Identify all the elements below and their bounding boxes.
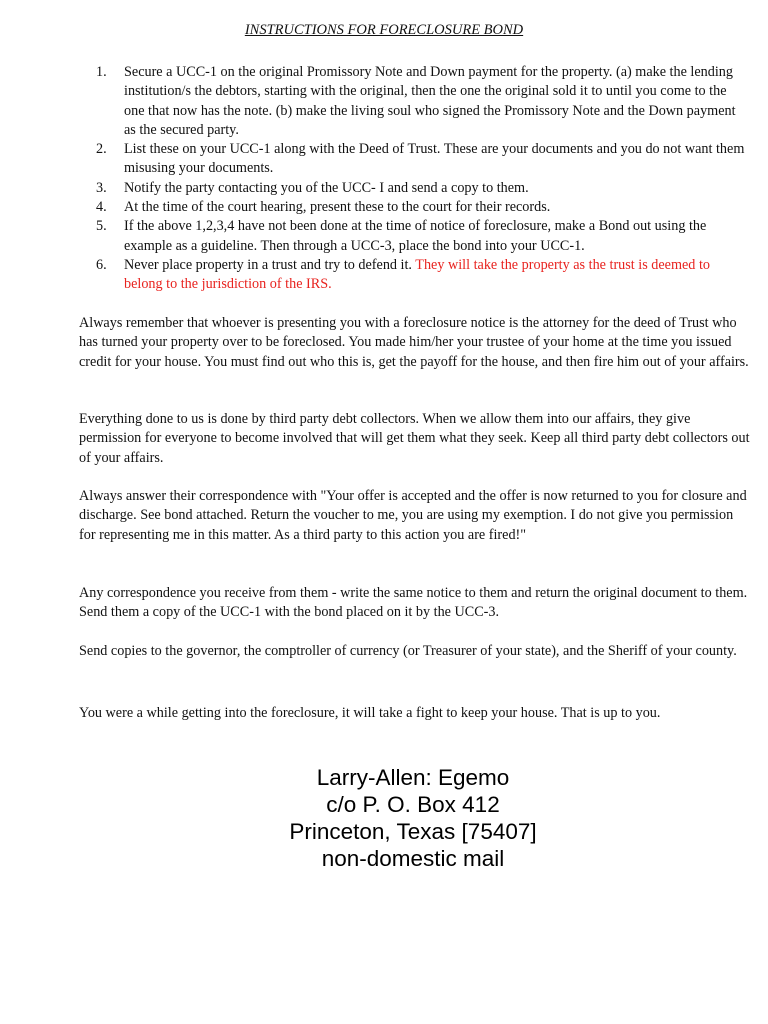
list-item-text: If the above 1,2,3,4 have not been done at the time of notice of foreclosure, make a Bond out using the example as a guideline. Then through a UCC-3, place the bond into your UCC-1. [124, 218, 707, 254]
list-item [96, 63, 746, 140]
paragraph-debt-collectors: Everything done to us is done by third party debt collectors. When we allow them into our affairs, they give permission for everyone to become involved that will get them what they seek. Keep all third party debt collectors out of your affairs. [79, 411, 750, 466]
list-item-number: 6. [96, 256, 107, 273]
warning-text: They will take the property as the trust is deemed to belong to the jurisdiction of the IRS. [124, 256, 710, 293]
mailing-address [0, 764, 768, 872]
list-item [96, 140, 746, 179]
list-item-number: 1. [96, 64, 107, 80]
list-item-text: List these on your UCC-1 along with the Deed of Trust. These are your documents and you do not want them misusing your documents. [124, 141, 745, 177]
paragraph-return-notice: Any correspondence you receive from them - write the same notice to them and return the original document to them. Send them a copy of the UCC-1 with the bond placed on it by the UCC-3. [79, 585, 748, 621]
list-item-text: Never place property in a trust and try to defend it. [124, 256, 416, 273]
list-item-text: Secure a UCC-1 on the original Promissory Note and Down payment for the property. (a) make the lending institution/s the debtors, starting with the original, then the one the original sold it to until you come to the one that now has the note. (b) make the living soul who signed the Promissory Note and the Down payment as the secured party. [124, 64, 736, 138]
list-item [96, 217, 746, 256]
paragraph-answer-correspondence: Always answer their correspondence with "Your offer is accepted and the offer is now returned to you for closure and discharge. See bond attached. Return the voucher to me, you are using my exemption. I do not give you permission for representing me in this matter. As a third party to this action you are fired!" [79, 488, 747, 543]
paragraph-foreclosure-attorney: Always remember that whoever is presenting you with a foreclosure notice is the attorney for the deed of Trust who has turned your property over to be foreclosed. You made him/her your trustee of your home at the time you issued credit for your house. You must find out who this is, get the payoff for the house, and then fire him out of your affairs. [79, 315, 749, 370]
list-item-text: At the time of the court hearing, present these to the court for their records. [124, 199, 551, 216]
address-mail-note: non-domestic mail [321, 846, 505, 871]
list-item-number: 4. [96, 199, 107, 216]
address-po-box: c/o P. O. Box 412 [326, 792, 500, 817]
list-item-number: 2. [96, 141, 107, 158]
list-item [96, 179, 746, 198]
address-city-state-zip: Princeton, Texas [75407] [289, 819, 537, 844]
list-item-number: 3. [96, 179, 107, 196]
address-name: Larry-Allen: Egemo [316, 765, 510, 790]
list-item-text: Notify the party contacting you of the UCC- I and send a copy to them. [124, 179, 529, 196]
list-item [96, 256, 746, 295]
paragraph-closing: You were a while getting into the foreclosure, it will take a fight to keep your house. That is up to you. [79, 705, 661, 721]
document-title: INSTRUCTIONS FOR FORECLOSURE BOND [244, 22, 524, 38]
paragraph-send-copies: Send copies to the governor, the comptroller of currency (or Treasurer of your state), and the Sheriff of your county. [79, 643, 737, 659]
list-item [96, 198, 746, 217]
instruction-list [96, 63, 746, 295]
list-item-number: 5. [96, 218, 107, 235]
